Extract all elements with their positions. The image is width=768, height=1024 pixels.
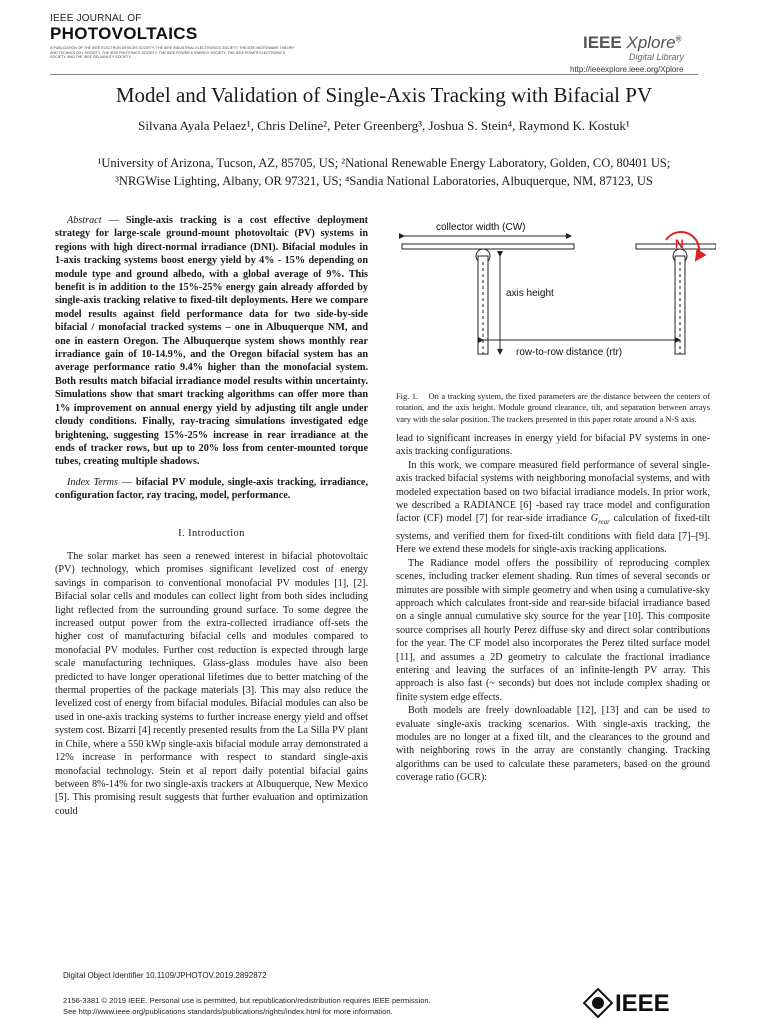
abstract-text: Single-axis tracking is a cost effective deployment strategy for large-scale ground-mount photovoltaic (PV) systems in regions with high direct-normal irradiance (DNI). Bifacial modules in 1-axis tracking systems boost energy yield by 4% - 15% depending on module type and ground albedo, with a global average of 9%. This benefit is in addition to the 15%-25% energy gain already afforded by single-axis tracking relative to fixed-tilt deployments. Here we compare model results against field performance data for two side-by-side bifacial / monofacial tracked systems – one in Albuquerque NM, and one in eastern Oregon. The Albuquerque system shows monthly rear irradiance gain of 10-14.9%, and the Oregon bifacial system has an average performance ratio 9.4% higher than the monofacial system. Both results match bifacial irradiance model results within uncertainty. Simulations show that smart tracking algorithms can offer more than 1% improvement on annual energy yield by adjusting tilt angle under cloudy conditions. Finally, ray-tracing simulations investigated edge brightening, suggesting 15%-25% increase in rear irradiance at the ends of tracker rows, but up to 20% loss from center-mounted torque tubes, creating multiple shadows. bbox=[55, 215, 369, 468]
affiliation-line-2: ³NRGWise Lighting, Albany, OR 97321, US; ⁴Sandia National Laboratories, Albuquerque, NM, 87123, US bbox=[115, 174, 653, 188]
right-paragraph-2a: In this work, we compare measured field performance of several single-axis tracked bifacial systems with neighboring monofacial systems, and with modeled expectation based on two bifacial irradiance models. In prior work, we described a RADIANCE [6] -based ray trace model and configuration factor (CF) model [7] for rear-side irradiance bbox=[396, 459, 710, 525]
right-paragraph-2b: calculation of fixed-tilt systems, and verified them for fixed-tilt conditions with field data [7]–[9]. Here we extend these models for single-axis tracking applications. bbox=[396, 513, 710, 556]
paper-authors: Silvana Ayala Pelaez¹, Chris Deline², Peter Greenberg³, Joshua S. Stein⁴, Raymond K. Kostuk¹ bbox=[138, 118, 630, 133]
index-terms-text: bifacial PV module, single-axis tracking, irradiance, configuration factor, ray tracing, model, performance. bbox=[55, 477, 368, 502]
figure-caption-text: On a tracking system, the fixed parameters are the distance between the centers of rotation, and the axis height. Module ground clearance, tilt, and separation between arrays vary with the solar position. The trackers presented in this paper rotate around a N-S axis. bbox=[396, 392, 710, 424]
right-column-body bbox=[396, 432, 710, 785]
copyright-line-1: 2156-3381 © 2019 IEEE. Personal use is permitted, but republication/redistribution requires IEEE permission. bbox=[63, 996, 431, 1005]
cw-label: collector width (CW) bbox=[436, 222, 526, 233]
introduction-body bbox=[55, 550, 368, 818]
ieee-logo-icon bbox=[583, 988, 613, 1018]
paper-title: Model and Validation of Single-Axis Tracking with Bifacial PV bbox=[115, 83, 653, 107]
index-terms-dash: — bbox=[118, 477, 136, 488]
g-rear-subscript: rear bbox=[598, 518, 610, 527]
copyright-notice bbox=[63, 995, 523, 1017]
index-terms-label: Index Terms bbox=[67, 477, 119, 488]
abstract bbox=[55, 214, 368, 469]
right-paragraph-4: Both models are freely downloadable [12], [13] and can be used to evaluate single-axis tracking scenarios. With single-axis tracking, the modules are no longer at a fixed tilt, and the clearances to the ground and with neighboring rows in the array are constantly changing. Tracking algorithms can be used to calculate these parameters, based on the ground coverage ratio (GCR): bbox=[396, 705, 710, 784]
copyright-line-2: See http://www.ieee.org/publications standards/publications/rights/index.html for more information. bbox=[63, 1007, 393, 1016]
figure-caption bbox=[396, 391, 710, 425]
ieee-xplore-logo[interactable] bbox=[583, 33, 682, 53]
tracker-geometry-figure bbox=[396, 214, 716, 384]
north-label: N bbox=[675, 237, 684, 251]
xplore-subtitle: Digital Library bbox=[629, 52, 685, 62]
abstract-dash: — bbox=[101, 215, 126, 226]
doi-line: Digital Object Identifier 10.1109/JPHOTOV.2019.2892872 bbox=[63, 971, 267, 980]
g-rear-symbol: G bbox=[590, 513, 599, 525]
xplore-name: Xplore bbox=[626, 33, 676, 52]
abstract-label: Abstract bbox=[67, 215, 102, 226]
index-terms bbox=[55, 476, 368, 503]
rtr-label: row-to-row distance (rtr) bbox=[516, 347, 623, 358]
right-paragraph-3: The Radiance model offers the possibility of reproducing complex scenes, including tracker element shading. Run times of several seconds or minutes are possible with simple geometry and when using a cumulative-sky approach which calculates front-side and rear-side bifacial irradiance based on a single annual cumulative sky source for the year [10]. This composite source comprises all hourly Perez diffuse sky and direct solar contributions for the year. The CF model also incorporates the Perez tilted surface model [11], and assumes a 2D geometry to calculate the fractional irradiance entering and leaving the surfaces of an infinite-length PV array. This approach is also fast (~ seconds) but does not include complex shading or finite system edge effects. bbox=[396, 557, 710, 703]
header-rule bbox=[50, 74, 698, 75]
ieee-logo-wordmark: IEEE bbox=[615, 990, 670, 1017]
journal-series: IEEE JOURNAL OF bbox=[50, 13, 142, 24]
section-heading-introduction: I. Introduction bbox=[178, 528, 245, 539]
affiliation-line-1: ¹University of Arizona, Tucson, AZ, 85705, US; ²National Renewable Energy Laboratory, Golden, CO, 80401 US; bbox=[97, 156, 671, 170]
right-paragraph-1: lead to significant increases in energy yield for bifacial PV systems in one-axis tracking configurations. bbox=[396, 433, 710, 458]
journal-societies: A PUBLICATION OF THE IEEE ELECTRON DEVICES SOCIETY, THE IEEE INDUSTRIAL ELECTRONICS SOCIETY, THE IEEE MICROWAVE THEORY AND TECHNOLOGY SOCIETY, THE IEEE PHOTONICS SOCIETY, THE IEEE POWER & ENERGY SOCIETY, THE IEEE POWER ELECTRONICS SOCIETY, AND THE IEEE RELIABILITY SOCIETY bbox=[50, 46, 295, 60]
xplore-reg: ® bbox=[675, 34, 682, 44]
xplore-brand: IEEE bbox=[583, 33, 622, 52]
intro-paragraph: The solar market has seen a renewed interest in bifacial photovoltaic (PV) technology, which promises significant levelized cost of energy savings in comparison to conventional monofacial PV modules [1], [2]. Bifacial solar cells and modules can collect light from both sides including light reflected from the surrounding ground surface. To some degree the increased output power from the extra-collected irradiance off-sets the higher cost of manufacturing bifacial cells and modules compared to monofacial PV modules. Further cost reduction is expected through large scale manufacturing techniques. Glass-glass modules have also been predicted to have longer operational lifetimes due to better matching of the thermal properties of the package materials [3]. This may also reduce the levelized cost of energy from bifacial modules. Bifacial modules can also be used in one-axis tracking systems to further increase energy yield and offset system cost. Bizarri [4] recently presented results from the La Silla PV plant in Chile, where a 550 kWp single-axis bifacial module array demonstrated a 12% increase in performance with respect to standard single-axis monofacial technology. Stein et al report daily potential bifacial gains between 8%-14% for two single-axis trackers at Albuquerque, New Mexico [5]. This promising result suggests that further evaluation and optimization could bbox=[55, 551, 368, 817]
right-paragraph-2 bbox=[396, 459, 710, 557]
journal-name: PHOTOVOLTAICS bbox=[50, 24, 198, 43]
figure-caption-label: Fig. 1. bbox=[396, 392, 419, 401]
paper-affiliations bbox=[0, 154, 768, 190]
xplore-url-link[interactable]: http://ieeexplore.ieee.org/Xplore bbox=[570, 65, 684, 74]
left-module bbox=[402, 244, 574, 249]
axis-height-label: axis height bbox=[506, 288, 554, 299]
